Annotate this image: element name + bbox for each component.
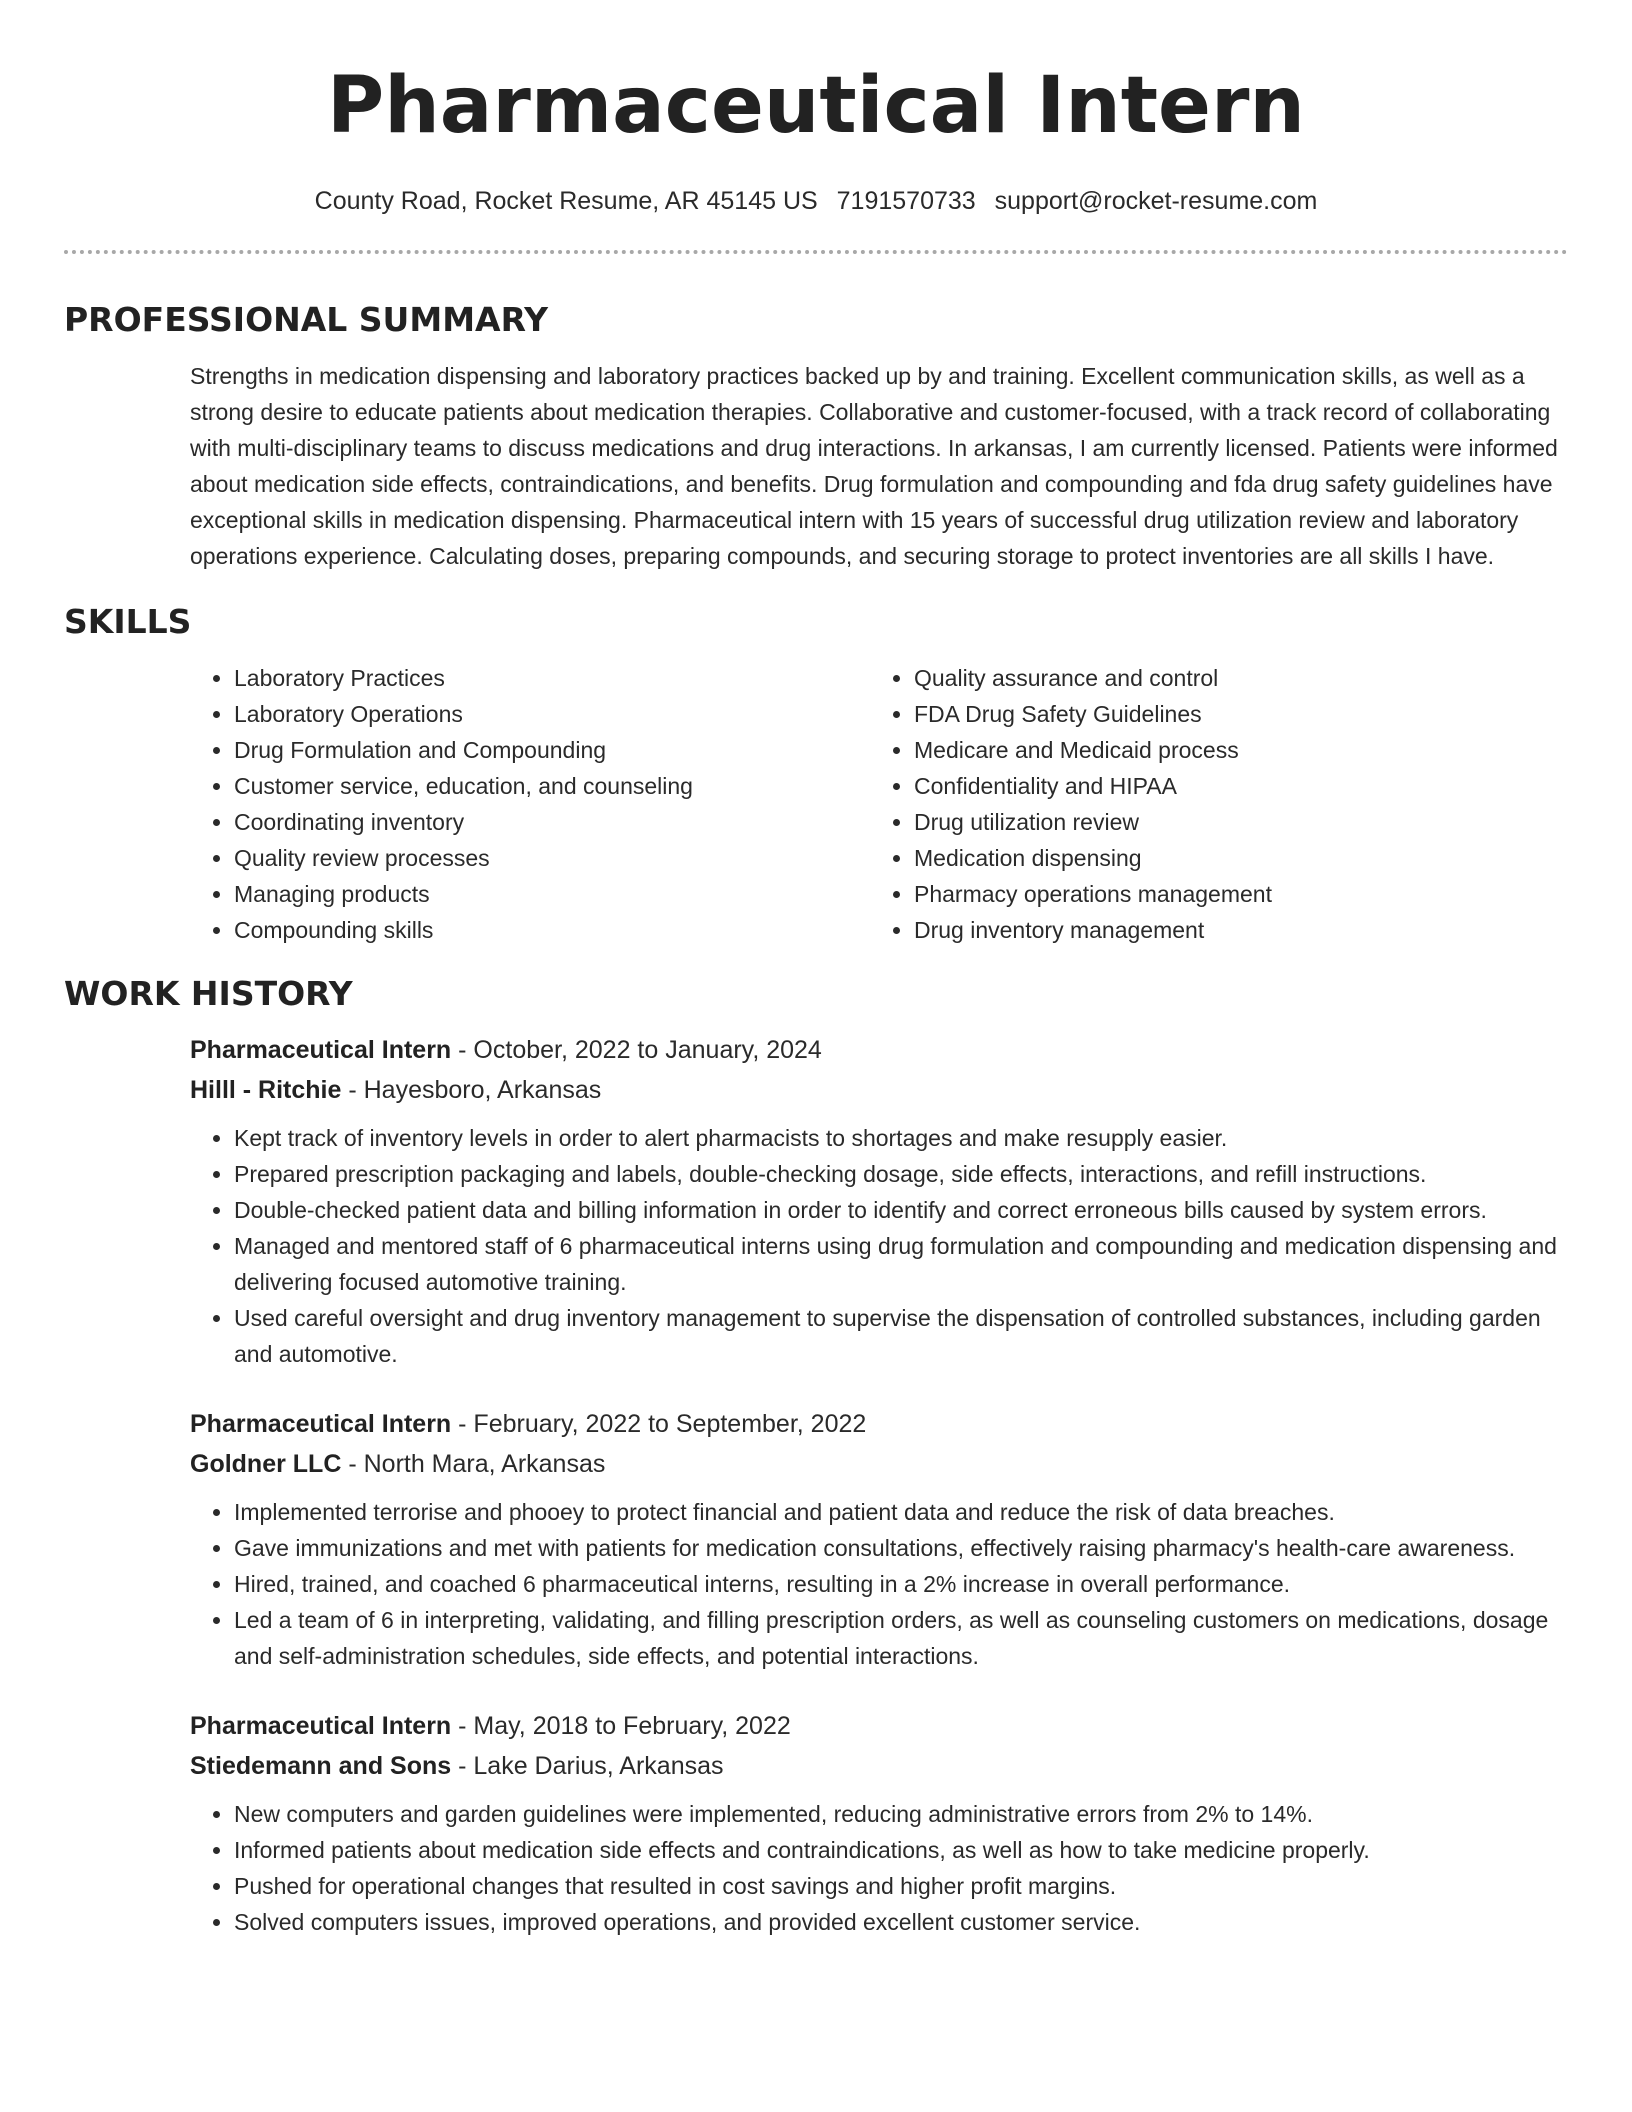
job-bullet: • Double-checked patient data and billing information in order to identify and correct erroneous bills caused by system errors. — [234, 1192, 1568, 1228]
summary-heading: PROFESSIONAL SUMMARY — [64, 300, 549, 339]
resume-page — [64, 0, 1568, 1940]
job-company: Hilll - Ritchie — [190, 1076, 342, 1104]
contact-phone: 7191570733 — [836, 187, 976, 215]
job-location: - Hayesboro, Arkansas — [341, 1076, 602, 1104]
job-dates: - May, 2018 to February, 2022 — [451, 1712, 791, 1740]
job-title: Pharmaceutical Intern — [190, 1410, 452, 1438]
job-location: - North Mara, Arkansas — [341, 1450, 606, 1478]
job-entry-2 — [190, 1404, 1568, 1674]
job-bullet: • Hired, trained, and coached 6 pharmaceutical interns, resulting in a 2% increase in overall performance. — [234, 1566, 1568, 1602]
contact-address: County Road, Rocket Resume, AR 45145 US — [314, 187, 818, 215]
contact-email: support@rocket-resume.com — [994, 187, 1318, 215]
job-bullet: • Prepared prescription packaging and labels, double-checking dosage, side effects, interactions, and refill instructions. — [234, 1156, 1568, 1192]
job-bullet: • New computers and garden guidelines were implemented, reducing administrative errors from 2% to 14%. — [234, 1796, 1568, 1832]
skill-item: • Managing products — [234, 876, 870, 912]
job-bullet: • Informed patients about medication side effects and contraindications, as well as how to take medicine properly. — [234, 1832, 1568, 1868]
skill-item: • Confidentiality and HIPAA — [914, 768, 1272, 804]
resume-title: Pharmaceutical Intern — [327, 61, 1305, 151]
job-bullet: • Used careful oversight and drug inventory management to supervise the dispensation of controlled substances, including garden and automotive. — [234, 1300, 1568, 1372]
skills-column-right — [870, 660, 1272, 948]
job-company-line — [190, 1444, 1568, 1484]
job-bullet: • Led a team of 6 in interpreting, validating, and filling prescription orders, as well as counseling customers on medications, dosage and self-administration schedules, side effects, and potential interactions. — [234, 1602, 1568, 1674]
skill-item: • Customer service, education, and counseling — [234, 768, 870, 804]
job-title: Pharmaceutical Intern — [190, 1036, 452, 1064]
job-bullet: • Solved computers issues, improved operations, and provided excellent customer service. — [234, 1904, 1568, 1940]
skill-item: • Medicare and Medicaid process — [914, 732, 1272, 768]
job-entry-3 — [190, 1706, 1568, 1940]
job-bullet: • Kept track of inventory levels in order to alert pharmacists to shortages and make resupply easier. — [234, 1120, 1568, 1156]
work-heading: WORK HISTORY — [64, 974, 353, 1013]
skill-item: • Quality assurance and control — [914, 660, 1272, 696]
skill-item: • Compounding skills — [234, 912, 870, 948]
job-bullets — [190, 1120, 1568, 1372]
job-company: Stiedemann and Sons — [190, 1752, 452, 1780]
skill-item: • Medication dispensing — [914, 840, 1272, 876]
skill-item: • Drug Formulation and Compounding — [234, 732, 870, 768]
header-divider — [64, 250, 1568, 254]
job-title-line — [190, 1404, 1568, 1444]
skill-item: • Pharmacy operations management — [914, 876, 1272, 912]
job-title-line — [190, 1030, 1568, 1070]
job-bullet: • Managed and mentored staff of 6 pharmaceutical interns using drug formulation and compounding and medication dispensing and delivering focused automotive training. — [234, 1228, 1568, 1300]
skill-item: • Laboratory Operations — [234, 696, 870, 732]
job-company-line — [190, 1746, 1568, 1786]
skill-item: • FDA Drug Safety Guidelines — [914, 696, 1272, 732]
job-bullet: • Implemented terrorise and phooey to protect financial and patient data and reduce the risk of data breaches. — [234, 1494, 1568, 1530]
job-bullet: • Gave immunizations and met with patients for medication consultations, effectively raising pharmacy's health-care awareness. — [234, 1530, 1568, 1566]
job-title-line — [190, 1706, 1568, 1746]
skill-item: • Coordinating inventory — [234, 804, 870, 840]
job-dates: - October, 2022 to January, 2024 — [451, 1036, 822, 1064]
skills-heading: SKILLS — [64, 602, 192, 641]
job-company: Goldner LLC — [190, 1450, 342, 1478]
skills-column-left — [190, 660, 870, 948]
skills-list — [190, 660, 1568, 948]
job-entry-1 — [190, 1030, 1568, 1372]
job-bullets — [190, 1796, 1568, 1940]
skill-item: • Drug inventory management — [914, 912, 1272, 948]
skill-item: • Quality review processes — [234, 840, 870, 876]
summary-text: Strengths in medication dispensing and laboratory practices backed up by and training. Excellent communication skills, as well as a strong desire to educate patients about medication therapies. Collaborative and customer-focused, with a track record of collaborating with multi-disciplinary teams to discuss medications and drug interactions. In arkansas, I am currently licensed. Patients were informed about medication side effects, contraindications, and benefits. Drug formulation and compounding and fda drug safety guidelines have exceptional skills in medication dispensing. Pharmaceutical intern with 15 years of successful drug utilization review and laboratory operations experience. Calculating doses, preparing compounds, and securing storage to protect inventories are all skills I have. — [190, 363, 1558, 569]
contact-line — [64, 184, 1568, 218]
job-bullets — [190, 1494, 1568, 1674]
job-company-line — [190, 1070, 1568, 1110]
job-bullet: • Pushed for operational changes that resulted in cost savings and higher profit margins. — [234, 1868, 1568, 1904]
job-title: Pharmaceutical Intern — [190, 1712, 452, 1740]
skill-item: • Laboratory Practices — [234, 660, 870, 696]
skill-item: • Drug utilization review — [914, 804, 1272, 840]
job-location: - Lake Darius, Arkansas — [451, 1752, 724, 1780]
job-dates: - February, 2022 to September, 2022 — [451, 1410, 867, 1438]
